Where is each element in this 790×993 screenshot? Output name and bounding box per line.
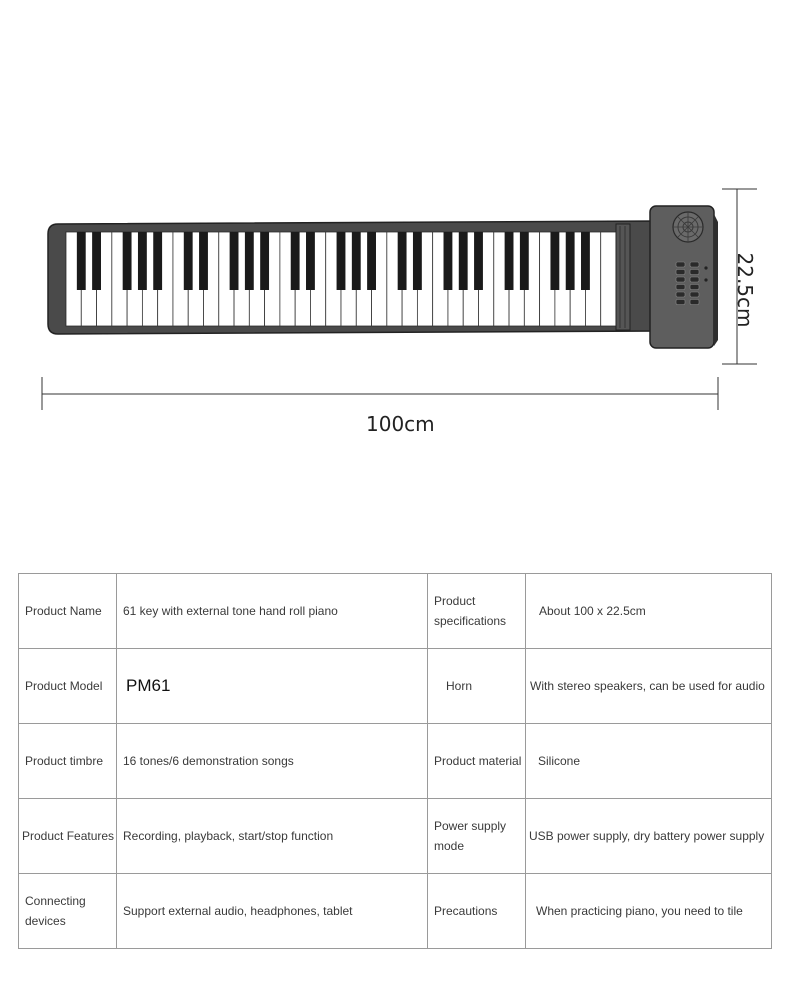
panel-button: [676, 262, 685, 267]
indicator-light: [704, 278, 707, 281]
black-key: [398, 232, 407, 290]
panel-button: [690, 285, 699, 290]
spec-label: Product Name: [19, 574, 117, 649]
black-key: [138, 232, 147, 290]
spec-label: Product timbre: [19, 724, 117, 799]
panel-button: [676, 292, 685, 297]
panel-button: [676, 300, 685, 305]
spec-label: Horn: [428, 649, 526, 724]
table-row: [19, 724, 772, 799]
spec-value: With stereo speakers, can be used for audio: [526, 649, 772, 724]
spec-table: [18, 573, 772, 949]
spec-label: Product specifications: [428, 574, 526, 649]
spec-label: Product Features: [19, 799, 117, 874]
spec-value: 61 key with external tone hand roll piano: [117, 574, 428, 649]
black-key: [291, 232, 300, 290]
black-key: [199, 232, 208, 290]
spec-label: Product material: [428, 724, 526, 799]
indicator-light: [704, 266, 707, 269]
black-key: [550, 232, 559, 290]
spec-value: 16 tones/6 demonstration songs: [117, 724, 428, 799]
black-key: [184, 232, 193, 290]
black-key: [337, 232, 346, 290]
black-key: [123, 232, 132, 290]
panel-button: [690, 262, 699, 267]
black-key: [260, 232, 269, 290]
spec-value: PM61: [117, 649, 428, 724]
black-key: [92, 232, 101, 290]
speaker-grille-icon: [673, 212, 703, 242]
black-key: [413, 232, 422, 290]
width-dimension-line: [42, 377, 718, 410]
black-key: [520, 232, 529, 290]
width-dimension-label: 100cm: [366, 412, 435, 436]
black-key: [459, 232, 468, 290]
black-key: [352, 232, 361, 290]
spec-label: Product Model: [19, 649, 117, 724]
white-key: [601, 232, 616, 326]
spec-label: Power supply mode: [428, 799, 526, 874]
piano-diagram: [0, 0, 790, 470]
black-key: [77, 232, 86, 290]
black-key: [566, 232, 575, 290]
spec-value: Recording, playback, start/stop function: [117, 799, 428, 874]
table-row: [19, 574, 772, 649]
black-key: [245, 232, 254, 290]
spec-value: Silicone: [526, 724, 772, 799]
spec-label: Connecting devices: [19, 874, 117, 949]
black-key: [230, 232, 239, 290]
spec-value: About 100 x 22.5cm: [526, 574, 772, 649]
panel-button: [690, 277, 699, 282]
table-row: [19, 649, 772, 724]
black-key: [505, 232, 514, 290]
end-strip: [616, 224, 630, 330]
black-key: [153, 232, 162, 290]
black-key: [367, 232, 376, 290]
spec-label: Precautions: [428, 874, 526, 949]
panel-button: [690, 270, 699, 275]
panel-button: [690, 292, 699, 297]
spec-value: When practicing piano, you need to tile: [526, 874, 772, 949]
black-key: [474, 232, 483, 290]
panel-button: [676, 277, 685, 282]
black-key: [306, 232, 315, 290]
panel-button: [690, 300, 699, 305]
spec-value: Support external audio, headphones, tablet: [117, 874, 428, 949]
height-dimension-label: 22.5cm: [733, 252, 757, 328]
black-key: [581, 232, 590, 290]
panel-button: [676, 285, 685, 290]
table-row: [19, 799, 772, 874]
black-key: [444, 232, 453, 290]
table-row: [19, 874, 772, 949]
panel-button: [676, 270, 685, 275]
spec-value: USB power supply, dry battery power supply: [526, 799, 772, 874]
